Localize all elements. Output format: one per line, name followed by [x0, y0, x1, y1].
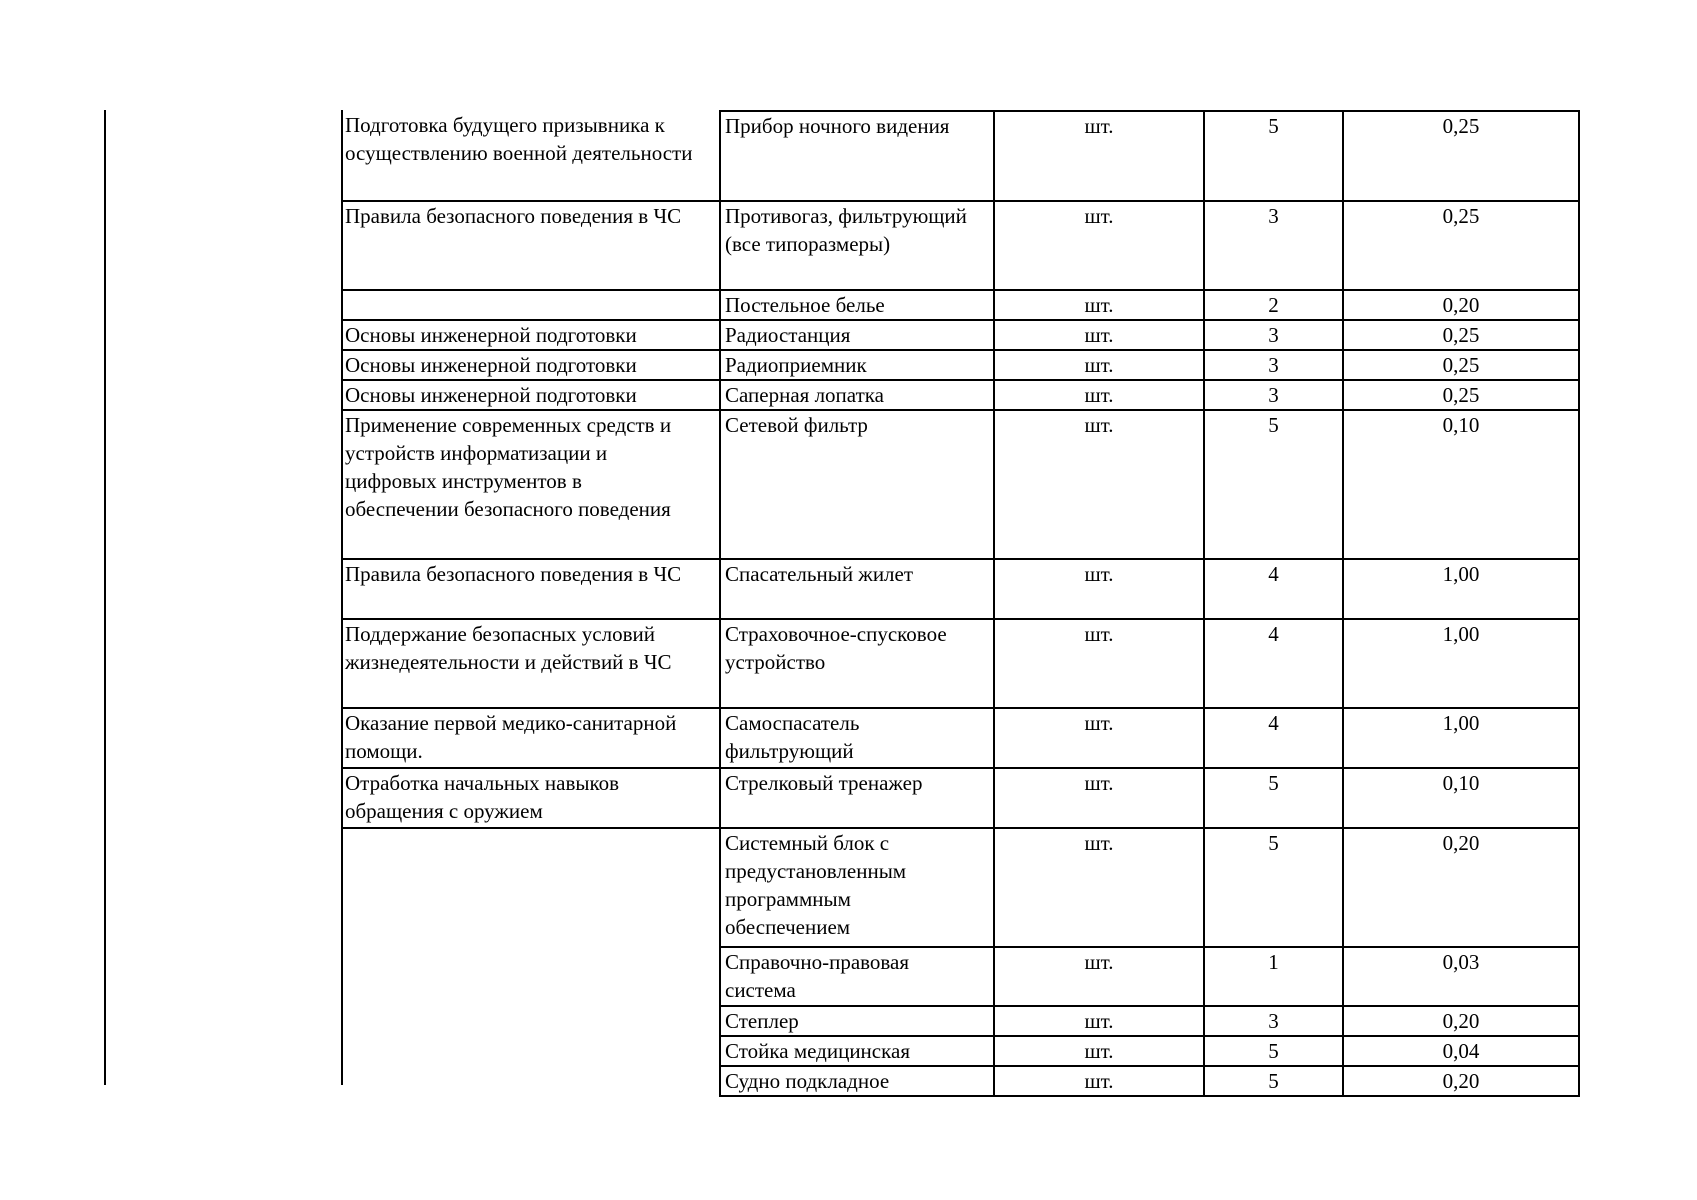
item-cell: Сетевой фильтр [720, 410, 994, 559]
item-cell: Стойка медицинская [720, 1036, 994, 1066]
qty-cell: 3 [1204, 1006, 1343, 1036]
topic-cell: Поддержание безопасных условий жизнедеятельности и действий в ЧС [341, 619, 720, 708]
unit-cell: шт. [994, 828, 1204, 947]
coef-cell: 0,20 [1343, 1066, 1579, 1096]
qty-cell: 3 [1204, 201, 1343, 290]
unit-cell: шт. [994, 768, 1204, 828]
qty-cell: 2 [1204, 290, 1343, 320]
qty-cell: 4 [1204, 619, 1343, 708]
unit-cell: шт. [994, 1036, 1204, 1066]
coef-cell: 0,03 [1343, 947, 1579, 1006]
table-row [341, 1036, 1579, 1066]
table-row [341, 559, 1579, 619]
unit-cell: шт. [994, 1066, 1204, 1096]
table-row [341, 708, 1579, 768]
unit-cell: шт. [994, 708, 1204, 768]
topic-cell: Подготовка будущего призывника к осуществлению военной деятельности [341, 111, 720, 201]
item-cell: Радиоприемник [720, 350, 994, 380]
item-cell: Саперная лопатка [720, 380, 994, 410]
coef-cell: 1,00 [1343, 559, 1579, 619]
coef-cell: 0,25 [1343, 320, 1579, 350]
unit-cell: шт. [994, 410, 1204, 559]
table-row [341, 320, 1579, 350]
table-row [341, 619, 1579, 708]
qty-cell: 4 [1204, 708, 1343, 768]
table-row [341, 410, 1579, 559]
item-cell: Системный блок с предустановленным программным обеспечением [720, 828, 994, 947]
item-cell: Прибор ночного видения [720, 111, 994, 201]
left-margin-line [104, 110, 106, 1085]
coef-cell: 0,20 [1343, 290, 1579, 320]
coef-cell: 0,25 [1343, 201, 1579, 290]
item-cell: Противогаз, фильтрующий (все типоразмеры) [720, 201, 994, 290]
coef-cell: 0,20 [1343, 828, 1579, 947]
coef-cell: 1,00 [1343, 619, 1579, 708]
coef-cell: 0,20 [1343, 1006, 1579, 1036]
topic-cell: Основы инженерной подготовки [341, 350, 720, 380]
topic-cell: Основы инженерной подготовки [341, 380, 720, 410]
item-cell: Радиостанция [720, 320, 994, 350]
qty-cell: 5 [1204, 111, 1343, 201]
item-cell: Самоспасатель фильтрующий [720, 708, 994, 768]
topic-cell [341, 947, 720, 1006]
unit-cell: шт. [994, 320, 1204, 350]
qty-cell: 5 [1204, 768, 1343, 828]
unit-cell: шт. [994, 1006, 1204, 1036]
table-row [341, 111, 1579, 201]
table-row [341, 768, 1579, 828]
unit-cell: шт. [994, 290, 1204, 320]
unit-cell: шт. [994, 201, 1204, 290]
coef-cell: 1,00 [1343, 708, 1579, 768]
topic-cell: Правила безопасного поведения в ЧС [341, 201, 720, 290]
coef-cell: 0,04 [1343, 1036, 1579, 1066]
equipment-table [341, 110, 1580, 1097]
item-cell: Степлер [720, 1006, 994, 1036]
unit-cell: шт. [994, 111, 1204, 201]
coef-cell: 0,25 [1343, 111, 1579, 201]
qty-cell: 3 [1204, 320, 1343, 350]
item-cell: Страховочное-спусковое устройство [720, 619, 994, 708]
qty-cell: 5 [1204, 410, 1343, 559]
item-cell: Справочно-правовая система [720, 947, 994, 1006]
table-row [341, 290, 1579, 320]
table-row [341, 1006, 1579, 1036]
qty-cell: 1 [1204, 947, 1343, 1006]
coef-cell: 0,10 [1343, 768, 1579, 828]
topic-cell: Применение современных средств и устройств информатизации и цифровых инструментов в обеспечении безопасного поведения [341, 410, 720, 559]
qty-cell: 4 [1204, 559, 1343, 619]
topic-cell: Основы инженерной подготовки [341, 320, 720, 350]
qty-cell: 3 [1204, 350, 1343, 380]
topic-cell [341, 828, 720, 947]
topic-cell: Отработка начальных навыков обращения с оружием [341, 768, 720, 828]
item-cell: Спасательный жилет [720, 559, 994, 619]
qty-cell: 5 [1204, 1066, 1343, 1096]
topic-cell [341, 1066, 720, 1096]
unit-cell: шт. [994, 350, 1204, 380]
item-cell: Судно подкладное [720, 1066, 994, 1096]
item-cell: Постельное белье [720, 290, 994, 320]
coef-cell: 0,25 [1343, 350, 1579, 380]
table-row [341, 947, 1579, 1006]
unit-cell: шт. [994, 380, 1204, 410]
topic-column-left-border [341, 110, 343, 1085]
unit-cell: шт. [994, 619, 1204, 708]
qty-cell: 5 [1204, 1036, 1343, 1066]
coef-cell: 0,10 [1343, 410, 1579, 559]
topic-cell [341, 1006, 720, 1036]
item-cell: Стрелковый тренажер [720, 768, 994, 828]
unit-cell: шт. [994, 947, 1204, 1006]
table-row [341, 201, 1579, 290]
topic-cell: Правила безопасного поведения в ЧС [341, 559, 720, 619]
table-row [341, 350, 1579, 380]
table-row [341, 380, 1579, 410]
table-row [341, 828, 1579, 947]
qty-cell: 3 [1204, 380, 1343, 410]
unit-cell: шт. [994, 559, 1204, 619]
coef-cell: 0,25 [1343, 380, 1579, 410]
topic-cell: Оказание первой медико-санитарной помощи. [341, 708, 720, 768]
topic-cell [341, 1036, 720, 1066]
qty-cell: 5 [1204, 828, 1343, 947]
table-row [341, 1066, 1579, 1096]
topic-cell [341, 290, 720, 320]
